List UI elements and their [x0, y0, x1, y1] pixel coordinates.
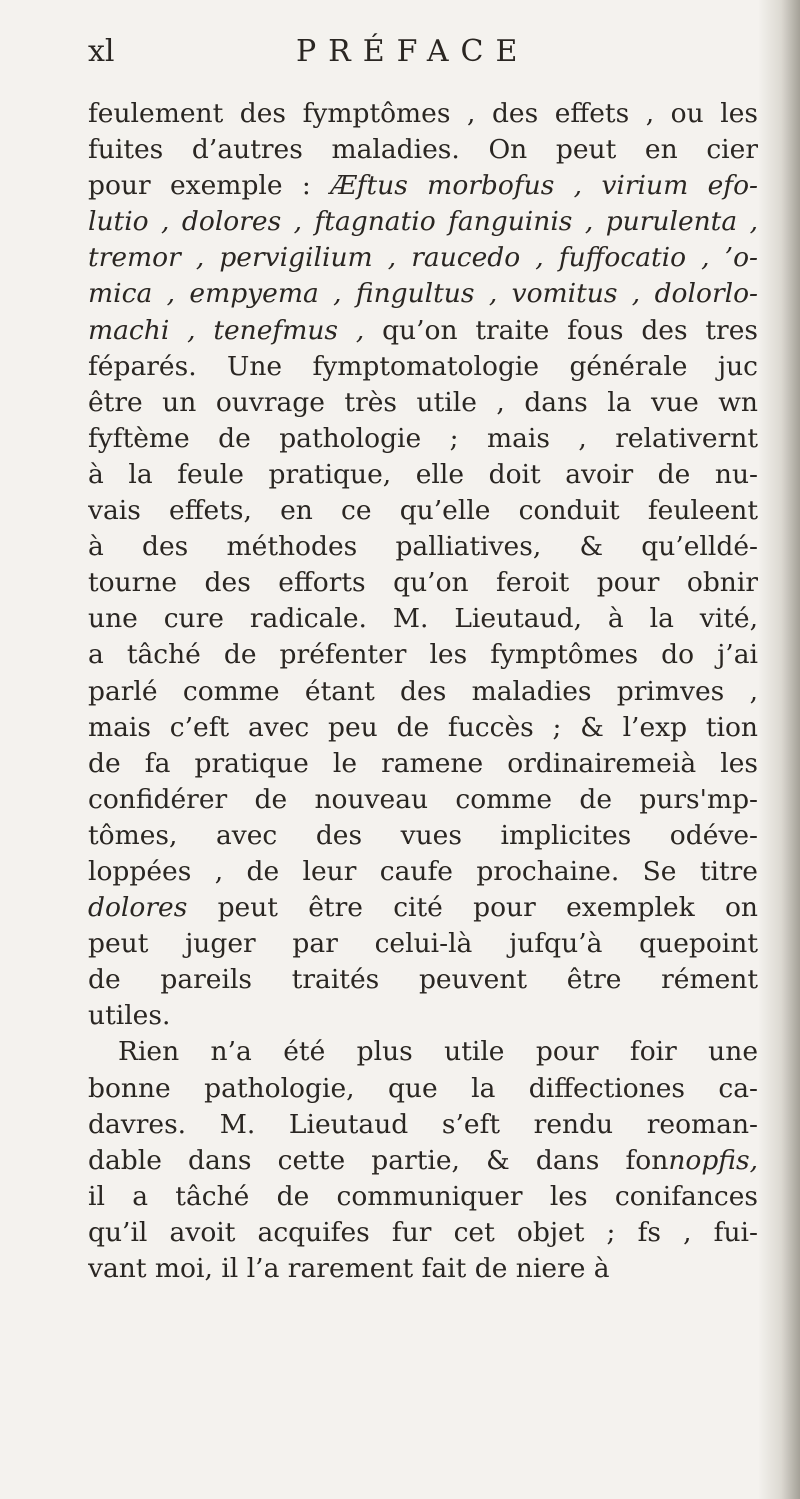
roman-text: parlé comme étant des maladies primves ,	[88, 675, 758, 707]
roman-text: être un ouvrage très utile , dans la vue wn	[88, 386, 758, 418]
text-line	[88, 926, 758, 962]
text-line	[88, 565, 758, 601]
text-line	[88, 168, 758, 204]
text-line	[88, 818, 758, 854]
italic-text: Æftus morbofus , virium efo-	[330, 170, 758, 202]
roman-text: confidérer de nouveau comme de purs'mp-	[88, 783, 758, 815]
roman-text: fyftème de pathologie ; mais , relativernt	[88, 422, 758, 454]
italic-text: machi , tenefmus ,	[88, 314, 383, 346]
text-line	[88, 1143, 758, 1179]
text-line	[88, 457, 758, 493]
text-line	[88, 637, 758, 673]
text-line	[88, 1251, 758, 1287]
roman-text: vant moi, il l’a rarement fait de niere à	[88, 1253, 610, 1284]
roman-text: pour exemple :	[88, 170, 331, 202]
text-line	[88, 674, 758, 710]
text-line	[88, 385, 758, 421]
roman-text: tômes, avec des vues implicites odéve-	[88, 819, 758, 851]
roman-text: une cure radicale. M. Lieutaud, à la vité,	[88, 603, 758, 635]
text-line	[88, 276, 758, 312]
text-line	[88, 962, 758, 998]
roman-text: vais effets, en ce qu’elle conduit feuleent	[88, 495, 758, 527]
italic-text: dolores	[88, 892, 218, 924]
text-line	[88, 890, 758, 926]
roman-text: loppées , de leur caufe prochaine. Se titre	[88, 855, 758, 887]
text-line	[88, 854, 758, 890]
text-line	[88, 601, 758, 637]
roman-text: il a tâché de communiquer les conifances	[88, 1180, 758, 1212]
roman-text: feulement des fymptômes , des effets , ou les	[88, 98, 758, 129]
roman-text: à des méthodes palliatives, & qu’elldé-	[88, 531, 758, 563]
text-line	[88, 1215, 758, 1251]
roman-text: de fa pratique le ramene ordinairemeià les	[88, 747, 758, 779]
roman-text: a tâché de préfenter les fymptômes do j’ai	[88, 639, 758, 671]
roman-text: de pareils traités peuvent être rément	[88, 964, 758, 996]
roman-text: bonne pathologie, que la diffectiones ca-	[88, 1072, 758, 1104]
italic-text: tremor , pervigilium , raucedo , fuffocatio , ’o-	[88, 242, 758, 274]
text-line	[88, 710, 758, 746]
roman-text: davres. M. Lieutaud s’eft rendu reoman-	[88, 1108, 758, 1140]
roman-text: à la feule pratique, elle doit avoir de nu-	[88, 458, 758, 490]
text-line	[88, 1179, 758, 1215]
roman-text: qu’on traite fous des tres	[382, 314, 758, 346]
roman-text: mais c’eft avec peu de fuccès ; & l’exp tion	[88, 711, 758, 743]
text-line	[88, 746, 758, 782]
page-number: xl	[88, 34, 115, 69]
running-head: PRÉFACE	[296, 34, 530, 69]
roman-text: peut être cité pour exemplek on	[217, 892, 758, 924]
roman-text: fuites d’autres maladies. On peut en cier	[88, 134, 758, 166]
text-line	[88, 132, 758, 168]
text-line	[88, 204, 758, 240]
roman-text: féparés. Une fymptomatologie générale juc	[88, 350, 758, 382]
text-line	[88, 782, 758, 818]
text-line	[88, 96, 758, 132]
italic-text: lutio , dolores , ftagnatio fanguinis , purulenta ,	[88, 206, 758, 238]
roman-text: dable dans cette partie, & dans fon	[88, 1144, 669, 1176]
text-line	[88, 998, 758, 1034]
text-line	[88, 1034, 758, 1070]
text-line	[88, 529, 758, 565]
text-line	[88, 240, 758, 276]
body-text	[88, 96, 758, 1287]
italic-text: nopfis,	[668, 1144, 758, 1176]
text-line	[88, 493, 758, 529]
text-line	[88, 421, 758, 457]
roman-text: Rien n’a été plus utile pour foir une	[118, 1036, 758, 1068]
page-edge-shadow	[758, 0, 800, 1499]
roman-text: utiles.	[88, 1000, 171, 1032]
page-header	[88, 34, 748, 84]
text-line	[88, 313, 758, 349]
italic-text: mica , empyema , fingultus , vomitus , dolorlo-	[88, 278, 758, 310]
text-line	[88, 349, 758, 385]
roman-text: tourne des efforts qu’on feroit pour obnir	[88, 567, 758, 599]
text-line	[88, 1107, 758, 1143]
roman-text: peut juger par celui-là jufqu’à quepoint	[88, 928, 758, 960]
text-line	[88, 1071, 758, 1107]
roman-text: qu’il avoit acquifes fur cet objet ; fs , fui-	[88, 1216, 758, 1248]
